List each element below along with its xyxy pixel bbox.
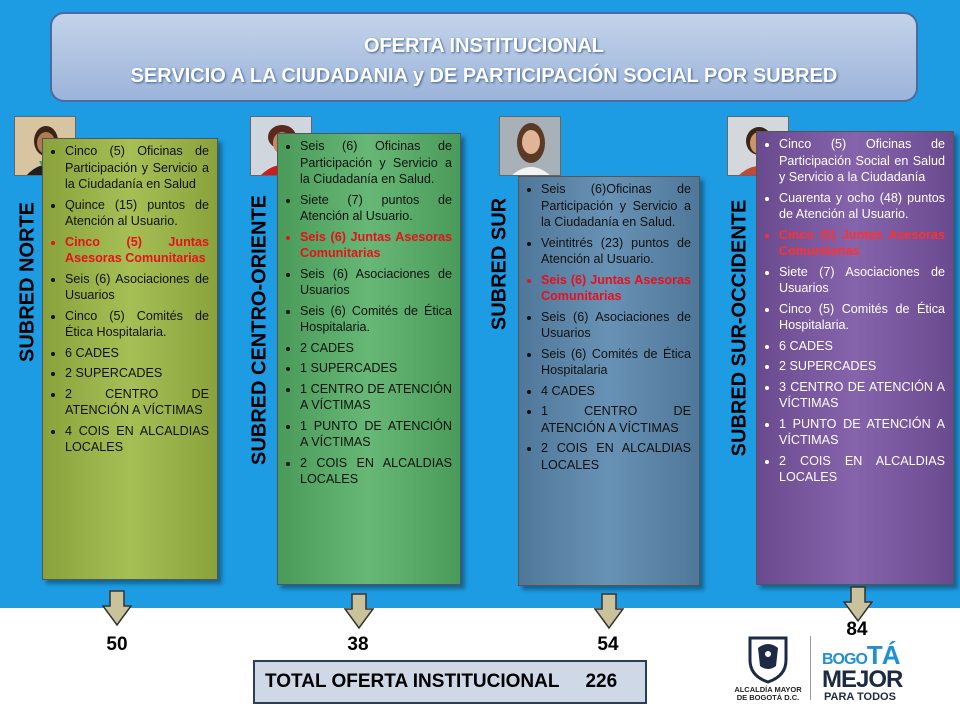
title-line-2: SERVICIO A LA CIUDADANIA y DE PARTICIPACIÓN SOCIAL POR SUBRED: [130, 65, 838, 87]
count-norte: 50: [106, 634, 128, 655]
count-sur: 54: [597, 634, 619, 655]
total-label: TOTAL OFERTA INSTITUCIONAL: [265, 671, 560, 692]
bogota-pre: BOGO: [822, 651, 867, 668]
panel-sur-occidente: [756, 131, 954, 585]
logo-divider: [810, 636, 811, 700]
list-item: • Quince (15) puntos de Atención al Usuario.: [65, 197, 209, 230]
list-item: • 1 CENTRO DE ATENCIÓN A VÍCTIMAS: [300, 381, 452, 414]
list-item: • Seis (6) Asociaciones de Usuarios: [300, 266, 452, 299]
title-line-1: OFERTA INSTITUCIONAL: [364, 35, 604, 57]
total-box: [253, 660, 647, 704]
down-arrow-icon: [843, 586, 873, 622]
subred-sur-label: SUBRED SUR: [488, 197, 511, 331]
list-item: • 2 SUPERCADES: [779, 358, 945, 375]
list-item: • Cinco (5) Juntas Asesoras Comunitarias: [65, 234, 209, 267]
down-arrow-icon: [102, 590, 132, 626]
list-item: • Cinco (5) Comités de Ética Hospitalaria.: [779, 301, 945, 334]
list-item: • Cinco (5) Comités de Ética Hospitalaria.: [65, 308, 209, 341]
norte-items-list: [53, 143, 209, 456]
title-banner: [50, 12, 918, 102]
bogota-logo: [736, 628, 946, 708]
list-item: • Cuarenta y ocho (48) puntos de Atención al Usuario.: [779, 190, 945, 223]
list-item: • 1 PUNTO DE ATENCIÓN A VÍCTIMAS: [779, 416, 945, 449]
list-item: • 6 CADES: [65, 345, 209, 362]
list-item: • 2 SUPERCADES: [65, 365, 209, 382]
list-item: • Cinco (5) Juntas Asesoras Comunitarias: [779, 227, 945, 260]
panel-norte: [42, 138, 218, 580]
list-item: • 2 COIS EN ALCALDIAS LOCALES: [541, 440, 691, 473]
list-item: • 6 CADES: [779, 338, 945, 355]
list-item: • 2 COIS EN ALCALDIAS LOCALES: [779, 453, 945, 486]
coat-of-arms-icon: [746, 634, 790, 684]
centro-oriente-items-list: [288, 138, 452, 488]
list-item: • Seis (6) Juntas Asesoras Comunitarias: [300, 229, 452, 262]
bogota-post: TÁ: [866, 640, 900, 670]
list-item: • Seis (6) Comités de Ética Hospitalaria: [541, 346, 691, 379]
list-item: • Seis (6) Oficinas de Participación y Servicio a la Ciudadanía en Salud.: [300, 138, 452, 188]
list-item: • Seis (6)Oficinas de Participación y Servicio a la Ciudadanía en Salud.: [541, 181, 691, 231]
total-value: 226: [585, 671, 618, 692]
list-item: • 3 CENTRO DE ATENCIÓN A VÍCTIMAS: [779, 379, 945, 412]
subred-centro-oriente-label: SUBRED CENTRO-ORIENTE: [248, 194, 271, 466]
list-item: • Seis (6) Asociaciones de Usuarios: [541, 309, 691, 342]
list-item: • Siete (7) Asociaciones de Usuarios: [779, 264, 945, 297]
list-item: • Cinco (5) Oficinas de Participación y Servicio a la Ciudadanía en Salud: [65, 143, 209, 193]
list-item: • Seis (6) Comités de Ética Hospitalaria.: [300, 303, 452, 336]
list-item: • Cinco (5) Oficinas de Participación Social en Salud y Servicio a la Ciudadanía: [779, 136, 945, 186]
sur-occidente-items-list: [767, 136, 945, 486]
list-item: • Veintitrés (23) puntos de Atención al Usuario.: [541, 235, 691, 268]
subred-sur-occidente-label: SUBRED SUR-OCCIDENTE: [728, 199, 751, 457]
count-centro-oriente: 38: [347, 634, 369, 655]
list-item: • 1 CENTRO DE ATENCIÓN A VÍCTIMAS: [541, 403, 691, 436]
para-todos-wordmark: PARA TODOS: [824, 691, 896, 703]
list-item: • 2 CADES: [300, 340, 452, 357]
list-item: • 4 CADES: [541, 383, 691, 400]
list-item: • 4 COIS EN ALCALDIAS LOCALES: [65, 423, 209, 456]
mejor-wordmark: MEJOR: [822, 666, 903, 693]
list-item: • Seis (6) Asociaciones de Usuarios: [65, 271, 209, 304]
subred-norte-label: SUBRED NORTE: [16, 201, 39, 363]
alcaldia-text: ALCALDÍA MAYOR DE BOGOTÁ D.C.: [734, 685, 802, 702]
person-photo-icon: [500, 117, 561, 176]
panel-sur: [518, 176, 700, 586]
list-item: • 2 COIS EN ALCALDIAS LOCALES: [300, 455, 452, 488]
list-item: • Siete (7) puntos de Atención al Usuario.: [300, 192, 452, 225]
down-arrow-icon: [344, 593, 374, 629]
down-arrow-icon: [594, 593, 624, 629]
sur-items-list: [529, 181, 691, 473]
list-item: • 2 CENTRO DE ATENCIÓN A VÍCTIMAS: [65, 386, 209, 419]
list-item: • 1 PUNTO DE ATENCIÓN A VÍCTIMAS: [300, 418, 452, 451]
panel-centro-oriente: [277, 133, 461, 585]
count-sur-occidente: 84: [846, 619, 868, 640]
list-item: • Seis (6) Juntas Asesoras Comunitarias: [541, 272, 691, 305]
list-item: • 1 SUPERCADES: [300, 360, 452, 377]
photo-sur: [499, 116, 561, 176]
